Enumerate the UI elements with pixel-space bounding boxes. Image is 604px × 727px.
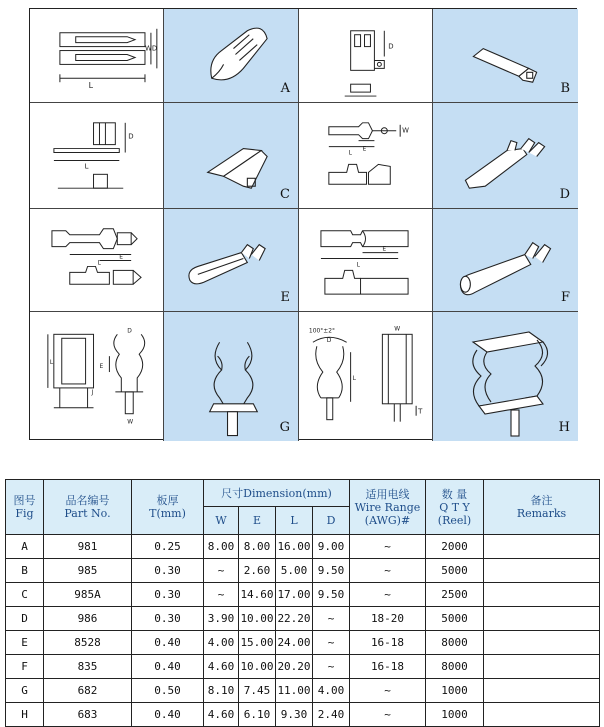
cell-fig: G xyxy=(6,679,44,703)
cell-d: ~ xyxy=(313,631,350,655)
cell-w: 4.60 xyxy=(204,703,239,727)
dim-l-g: L xyxy=(49,359,54,367)
cell-w: 8.00 xyxy=(204,535,239,559)
dim-t-h: T xyxy=(418,407,423,416)
table-row xyxy=(6,631,600,655)
cell-wire: ~ xyxy=(350,703,426,727)
drawing-b xyxy=(299,9,433,103)
cell-fig: B xyxy=(6,559,44,583)
dim-d-a: D xyxy=(151,44,158,53)
illustration-g xyxy=(164,312,299,441)
table-row xyxy=(6,655,600,679)
header-d: D xyxy=(313,507,350,535)
cell-wire: ~ xyxy=(350,559,426,583)
drawing-h xyxy=(299,312,433,441)
figure-letter-f: F xyxy=(560,290,570,305)
cell-w: 3.90 xyxy=(204,607,239,631)
drawing-e xyxy=(30,209,164,312)
cell-l: 16.00 xyxy=(276,535,313,559)
figure-letter-c: C xyxy=(280,187,290,202)
figure-letter-b: B xyxy=(560,81,570,96)
header-qty-en1: Q T Y xyxy=(439,500,470,514)
cell-part: 682 xyxy=(44,679,132,703)
dim-e-d: E xyxy=(362,145,367,153)
dim-l-c: L xyxy=(84,162,89,171)
header-qty-en2: (Reel) xyxy=(437,513,472,527)
dim-w-d: W xyxy=(402,126,410,135)
header-dimension: 尺寸Dimension(mm) xyxy=(204,480,350,507)
header-qty-cn: 数 量 xyxy=(441,487,468,501)
dim-e-e: E xyxy=(119,253,124,261)
cell-w: 4.60 xyxy=(204,655,239,679)
table-row xyxy=(6,535,600,559)
dim-d-h: D xyxy=(326,337,332,345)
cell-remarks xyxy=(484,655,600,679)
illustration-h xyxy=(433,312,578,441)
cell-l: 20.20 xyxy=(276,655,313,679)
header-thickness-en: T(mm) xyxy=(149,507,186,520)
cell-w: 8.10 xyxy=(204,679,239,703)
header-wire-cn: 适用电线 xyxy=(365,487,410,501)
illustration-f xyxy=(433,209,578,312)
table-row xyxy=(6,559,600,583)
header-l: L xyxy=(276,507,313,535)
illustration-e xyxy=(164,209,299,312)
cell-wire: ~ xyxy=(350,583,426,607)
illustration-b xyxy=(433,9,578,103)
dim-e-g: E xyxy=(99,363,104,371)
table-row xyxy=(6,679,600,703)
dim-w-a: W xyxy=(144,44,152,53)
dim-angle-h: 100°±2° xyxy=(308,327,335,335)
header-thickness xyxy=(132,480,204,535)
cell-fig: A xyxy=(6,535,44,559)
drawing-d xyxy=(299,103,433,209)
cell-part: 986 xyxy=(44,607,132,631)
cell-remarks xyxy=(484,607,600,631)
cell-d: 2.40 xyxy=(313,703,350,727)
illustration-d xyxy=(433,103,578,209)
cell-d: 9.50 xyxy=(313,559,350,583)
cell-qty: 1000 xyxy=(426,703,484,727)
cell-d: 9.50 xyxy=(313,583,350,607)
dim-w-h: W xyxy=(394,325,401,333)
illustration-c xyxy=(164,103,299,209)
cell-d: ~ xyxy=(313,607,350,631)
header-w: W xyxy=(204,507,239,535)
cell-part: 8528 xyxy=(44,631,132,655)
cell-l: 22.20 xyxy=(276,607,313,631)
header-qty xyxy=(426,480,484,535)
cell-fig: D xyxy=(6,607,44,631)
dim-l-h: L xyxy=(352,374,356,382)
cell-remarks xyxy=(484,631,600,655)
cell-wire: ~ xyxy=(350,679,426,703)
table-row xyxy=(6,607,600,631)
header-remarks-cn: 备注 xyxy=(530,494,553,507)
dim-l-e: L xyxy=(97,259,101,267)
header-part-en: Part No. xyxy=(64,507,111,520)
illustration-a xyxy=(164,9,299,103)
table-row xyxy=(6,583,600,607)
cell-l: 9.30 xyxy=(276,703,313,727)
cell-qty: 8000 xyxy=(426,655,484,679)
dim-w-g: W xyxy=(127,418,134,426)
header-e: E xyxy=(239,507,276,535)
drawing-g xyxy=(30,312,164,441)
drawing-c xyxy=(30,103,164,209)
header-wire xyxy=(350,480,426,535)
spec-table xyxy=(5,479,600,727)
header-fig-cn: 图号 xyxy=(13,494,36,507)
cell-e: 10.00 xyxy=(239,655,276,679)
cell-fig: C xyxy=(6,583,44,607)
cell-thickness: 0.40 xyxy=(132,631,204,655)
cell-thickness: 0.40 xyxy=(132,703,204,727)
cell-l: 5.00 xyxy=(276,559,313,583)
cell-w: 4.00 xyxy=(204,631,239,655)
cell-wire: 16-18 xyxy=(350,655,426,679)
cell-w: ~ xyxy=(204,583,239,607)
cell-thickness: 0.50 xyxy=(132,679,204,703)
cell-e: 10.00 xyxy=(239,607,276,631)
cell-qty: 2000 xyxy=(426,535,484,559)
cell-part: 981 xyxy=(44,535,132,559)
header-part-cn: 品名编号 xyxy=(65,494,110,507)
dim-e-f: E xyxy=(382,245,387,253)
cell-fig: E xyxy=(6,631,44,655)
dim-d-g: D xyxy=(127,327,132,335)
cell-l: 24.00 xyxy=(276,631,313,655)
cell-part: 985A xyxy=(44,583,132,607)
cell-thickness: 0.30 xyxy=(132,559,204,583)
dim-l-d: L xyxy=(348,149,352,157)
cell-d: 4.00 xyxy=(313,679,350,703)
cell-part: 835 xyxy=(44,655,132,679)
drawing-a xyxy=(30,9,164,103)
cell-part: 985 xyxy=(44,559,132,583)
cell-wire: 18-20 xyxy=(350,607,426,631)
cell-remarks xyxy=(484,583,600,607)
figure-letter-a: A xyxy=(280,81,290,96)
cell-wire: 16-18 xyxy=(350,631,426,655)
cell-e: 14.60 xyxy=(239,583,276,607)
cell-thickness: 0.40 xyxy=(132,655,204,679)
cell-qty: 5000 xyxy=(426,607,484,631)
dim-j-g: J xyxy=(91,388,94,396)
figure-letter-e: E xyxy=(280,290,290,305)
cell-remarks xyxy=(484,679,600,703)
header-remarks-en: Remarks xyxy=(516,507,567,520)
cell-fig: H xyxy=(6,703,44,727)
cell-thickness: 0.30 xyxy=(132,583,204,607)
figure-letter-h: H xyxy=(558,420,570,435)
cell-fig: F xyxy=(6,655,44,679)
cell-part: 683 xyxy=(44,703,132,727)
dim-d-c: D xyxy=(128,132,134,141)
dim-l-f: L xyxy=(356,261,360,269)
cell-qty: 2500 xyxy=(426,583,484,607)
cell-e: 7.45 xyxy=(239,679,276,703)
header-fig xyxy=(6,480,44,535)
drawing-f xyxy=(299,209,433,312)
figure-letter-g: G xyxy=(279,420,290,435)
dim-d-b: D xyxy=(388,42,394,51)
cell-qty: 5000 xyxy=(426,559,484,583)
cell-w: ~ xyxy=(204,559,239,583)
dim-l-a: L xyxy=(88,81,93,91)
cell-d: ~ xyxy=(313,655,350,679)
cell-l: 17.00 xyxy=(276,583,313,607)
header-wire-en1: Wire Range xyxy=(354,500,421,514)
cell-qty: 1000 xyxy=(426,679,484,703)
cell-remarks xyxy=(484,703,600,727)
header-fig-en: Fig xyxy=(15,507,34,520)
table-row xyxy=(6,703,600,727)
cell-thickness: 0.25 xyxy=(132,535,204,559)
header-part xyxy=(44,480,132,535)
header-remarks xyxy=(484,480,600,535)
cell-e: 6.10 xyxy=(239,703,276,727)
header-wire-en2: (AWG)# xyxy=(364,513,411,527)
cell-e: 8.00 xyxy=(239,535,276,559)
cell-qty: 8000 xyxy=(426,631,484,655)
cell-thickness: 0.30 xyxy=(132,607,204,631)
cell-l: 11.00 xyxy=(276,679,313,703)
header-thickness-cn: 板厚 xyxy=(156,494,179,507)
figure-letter-d: D xyxy=(559,187,570,202)
cell-remarks xyxy=(484,559,600,583)
cell-remarks xyxy=(484,535,600,559)
cell-d: 9.00 xyxy=(313,535,350,559)
cell-e: 2.60 xyxy=(239,559,276,583)
cell-wire: ~ xyxy=(350,535,426,559)
cell-e: 15.00 xyxy=(239,631,276,655)
figure-grid xyxy=(29,8,577,440)
